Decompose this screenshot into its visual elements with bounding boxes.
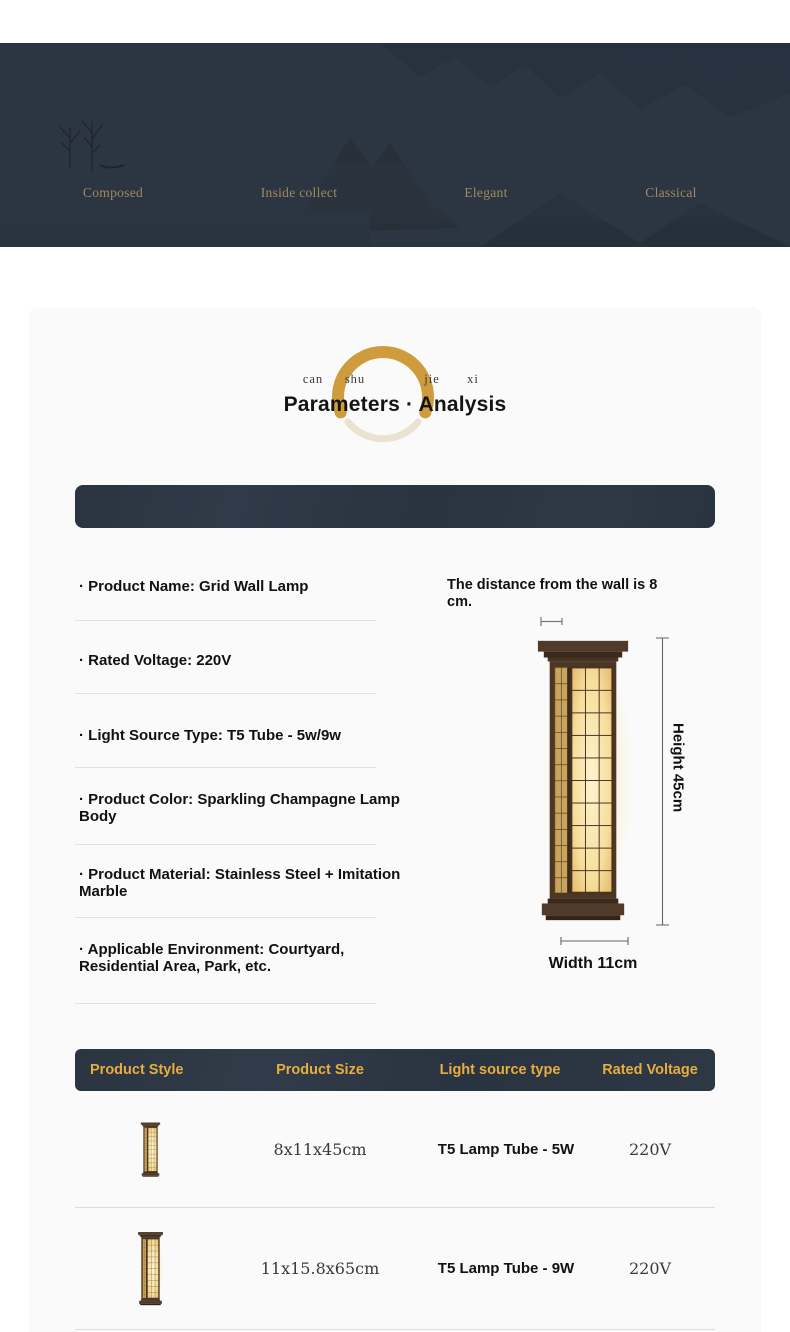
spec-product-color: · Product Color: Sparkling Champagne Lamp Body: [79, 791, 400, 825]
col-header-rated-voltage: Rated Voltage: [602, 1062, 698, 1078]
width-dimension-label: Width 11cm: [548, 955, 638, 972]
wall-distance-note: The distance from the wall is 8 cm.: [447, 577, 658, 610]
spec-product-name: · Product Name: Grid Wall Lamp: [79, 578, 309, 595]
pinyin-jie: jie: [424, 372, 440, 386]
light-source-value: T5 Lamp Tube - 9W: [437, 1260, 575, 1277]
table-row: [75, 1091, 715, 1207]
ink-landscape-art: [0, 43, 790, 247]
divider: [75, 844, 376, 845]
size-value: 8x11x45cm: [273, 1139, 367, 1159]
product-thumbnail-small: [75, 1121, 225, 1178]
pinyin-xi: xi: [467, 372, 479, 386]
table-row: [75, 1208, 715, 1329]
divider: [75, 1329, 715, 1330]
spec-applicable-environment: · Applicable Environment: Courtyard, Residential Area, Park, etc.: [79, 941, 345, 975]
height-dimension-label: Height 45cm: [669, 723, 687, 813]
banner-label-elegant: Elegant: [464, 185, 508, 200]
section-title: Parameters · Analysis: [283, 393, 507, 416]
wall-distance-bracket-icon: [540, 617, 564, 627]
hero-banner: [0, 43, 790, 247]
grid-wall-lamp-small-icon: [140, 1121, 161, 1178]
pinyin-caption: [29, 372, 761, 388]
pinyin-can: can: [302, 372, 324, 386]
voltage-value: 220V: [628, 1139, 672, 1159]
divider: [75, 767, 376, 768]
table-header: [75, 1049, 715, 1091]
divider: [75, 620, 376, 621]
parameters-card: [29, 307, 761, 1332]
divider: [75, 1003, 376, 1004]
grid-wall-lamp-illustration: [534, 633, 632, 927]
decorative-navy-bar: [75, 485, 715, 528]
voltage-value: 220V: [628, 1259, 672, 1278]
col-header-light-source: Light source type: [439, 1062, 561, 1078]
col-header-product-style: Product Style: [90, 1062, 184, 1078]
grid-wall-lamp-large-icon: [137, 1230, 164, 1307]
banner-keywords: [0, 185, 790, 205]
banner-label-inside-collect: Inside collect: [260, 185, 338, 200]
spec-product-material: · Product Material: Stainless Steel + Imitation Marble: [79, 866, 401, 900]
divider: [75, 693, 376, 694]
spec-light-source: · Light Source Type: T5 Tube - 5w/9w: [79, 727, 341, 744]
banner-label-composed: Composed: [82, 185, 144, 200]
banner-label-classical: Classical: [645, 185, 697, 200]
pinyin-shu: shu: [344, 372, 366, 386]
width-measure-line: [560, 937, 630, 946]
divider: [75, 917, 376, 918]
product-thumbnail-large: [75, 1230, 225, 1307]
col-header-product-size: Product Size: [276, 1062, 364, 1078]
light-source-value: T5 Lamp Tube - 5W: [437, 1140, 575, 1158]
size-value: 11x15.8x65cm: [260, 1259, 380, 1278]
spec-rated-voltage: · Rated Voltage: 220V: [79, 652, 232, 669]
